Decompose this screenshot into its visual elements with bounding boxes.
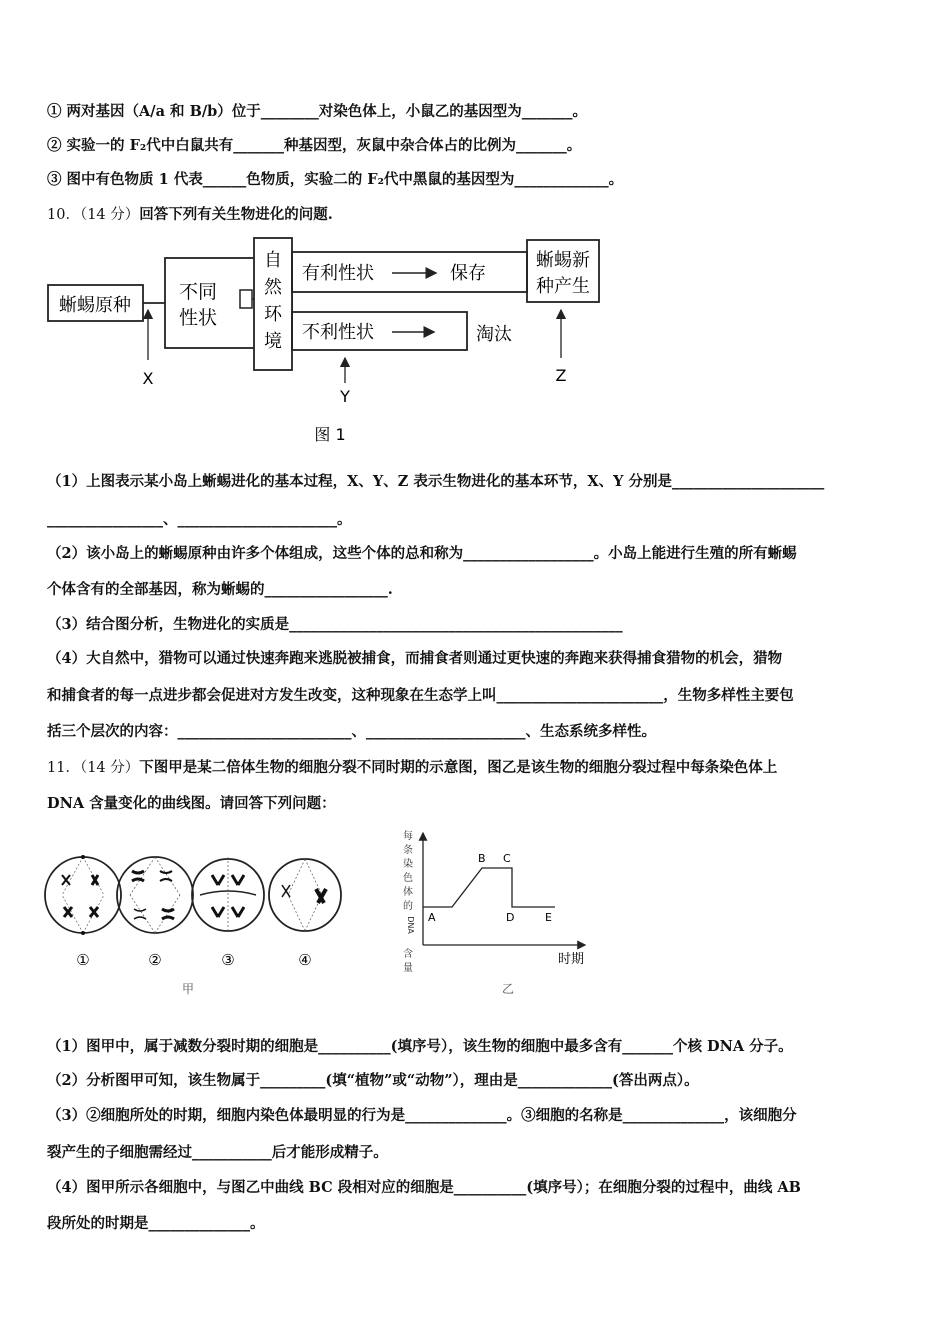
point-e: E xyxy=(545,911,552,924)
different-traits-label-2: 性状 xyxy=(178,307,218,329)
q10-part3: （3）结合图分析，生物进化的实质是______________________________________________ xyxy=(47,616,623,633)
q10-part2-b: 个体含有的全部基因，称为蜥蜴的_________________. xyxy=(47,581,393,598)
svg-text:含: 含 xyxy=(403,949,413,960)
point-a: A xyxy=(428,911,436,924)
svg-text:每: 每 xyxy=(403,831,413,842)
question-10-header xyxy=(47,205,333,225)
svg-text:条: 条 xyxy=(403,845,413,856)
cell-2-label: ② xyxy=(148,951,162,969)
question-10-text: 回答下列有关生物进化的问题. xyxy=(139,206,333,223)
point-b: B xyxy=(478,852,486,865)
point-d: D xyxy=(506,911,515,924)
figure-1-caption: 图 1 xyxy=(314,425,346,444)
line-3: ③ 图中有色物质 1 代表______色物质，实验二的 F₂代中黑鼠的基因型为_____________。 xyxy=(47,171,624,188)
q10-part1-a: （1）上图表示某小岛上蜥蜴进化的基本过程，X、Y、Z 表示生物进化的基本环节，X、Y 分别是_____________________ xyxy=(47,473,825,490)
line-2: ② 实验一的 F₂代中白鼠共有_______种基因型，灰鼠中杂合体占的比例为_______。 xyxy=(47,137,582,154)
q11-part2: （2）分析图甲可知，该生物属于_________(填“植物”或“动物”），理由是_____________(答出两点）。 xyxy=(47,1072,699,1089)
q10-part2-a: （2）该小岛上的蜥蜴原种由许多个体组成，这些个体的总和称为__________________。小岛上能进行生殖的所有蜥蜴 xyxy=(47,545,797,562)
unfavorable-traits-label: 不利性状 xyxy=(302,322,374,343)
q11-part4-a: （4）图甲所示各细胞中，与图乙中曲线 BC 段相对应的细胞是__________(填序号）；在细胞分裂的过程中，曲线 AB xyxy=(47,1179,801,1196)
q11-part3-a: （3）②细胞所处的时期，细胞内染色体最明显的行为是______________。③细胞的名称是______________，该细胞分 xyxy=(47,1107,797,1124)
q10-part4-a: （4）大自然中，猎物可以通过快速奔跑来逃脱被捕食，而捕食者则通过更快速的奔跑来获得捕食猎物的机会，猎物 xyxy=(47,650,783,667)
q10-part4-c: 括三个层次的内容：________________________、______________________、生态系统多样性。 xyxy=(47,723,656,740)
question-11-number: 11．（14 分） xyxy=(47,760,140,776)
label-x: X xyxy=(142,369,154,388)
y-axis-label xyxy=(403,829,415,974)
svg-text:的: 的 xyxy=(403,901,413,912)
figure-yi-dna-curve xyxy=(390,825,600,1000)
cell-3 xyxy=(192,857,264,933)
q11-part1: （1）图甲中，属于减数分裂时期的细胞是__________(填序号），该生物的细胞中最多含有_______个核 DNA 分子。 xyxy=(47,1038,793,1055)
svg-text:DNA: DNA xyxy=(406,916,415,934)
favorable-traits-label: 有利性状 xyxy=(302,263,374,284)
question-11-header xyxy=(47,758,777,778)
figure-jia-cell-division xyxy=(40,845,360,1000)
q10-part1-b: ________________、______________________。 xyxy=(47,511,352,528)
svg-text:染: 染 xyxy=(403,859,413,870)
question-10-number: 10．（14 分） xyxy=(47,207,140,223)
q11-part4-b: 段所处的时期是______________。 xyxy=(47,1215,265,1232)
svg-text:色: 色 xyxy=(403,873,413,884)
eliminate-label: 淘汰 xyxy=(476,324,512,345)
natural-environment-label-1: 自 xyxy=(264,250,282,271)
x-axis-label: 时期 xyxy=(558,952,585,967)
question-11-text-2: DNA 含量变化的曲线图。请回答下列问题： xyxy=(47,795,336,812)
question-11-text-1: 下图甲是某二倍体生物的细胞分裂不同时期的示意图，图乙是该生物的细胞分裂过程中每条染色体上 xyxy=(139,759,778,776)
new-species-label-1: 蜥蜴新 xyxy=(536,250,590,271)
q10-part4-b: 和捕食者的每一点进步都会促进对方发生改变，这种现象在生态学上叫_______________________，生物多样性主要包 xyxy=(47,687,794,704)
cell-1 xyxy=(45,855,121,935)
q11-part3-b: 裂产生的子细胞需经过___________后才能形成精子。 xyxy=(47,1144,388,1161)
point-c: C xyxy=(503,852,511,865)
preserve-label: 保存 xyxy=(450,263,486,284)
natural-environment-label-2: 然 xyxy=(264,277,282,298)
figure-yi-caption: 乙 xyxy=(502,982,515,996)
figure-jia-caption: 甲 xyxy=(181,982,195,996)
original-species-label: 蜥蜴原种 xyxy=(59,295,131,316)
natural-environment-label-4: 境 xyxy=(264,331,282,352)
label-y: Y xyxy=(340,387,350,406)
cell-2 xyxy=(117,857,193,933)
different-traits-label-1: 不同 xyxy=(178,281,218,303)
dna-curve xyxy=(423,868,555,907)
svg-text:体: 体 xyxy=(403,887,413,898)
cell-4-label: ④ xyxy=(298,951,312,969)
svg-text:量: 量 xyxy=(403,963,413,974)
cell-1-label: ① xyxy=(76,951,90,969)
line-1: ① 两对基因（A/a 和 B/b）位于________对染色体上，小鼠乙的基因型为_______。 xyxy=(47,103,588,120)
new-species-label-2: 种产生 xyxy=(536,276,590,297)
figure-1-evolution-diagram xyxy=(40,230,620,450)
natural-environment-label-3: 环 xyxy=(264,304,282,325)
cell-4 xyxy=(269,859,341,931)
cell-3-label: ③ xyxy=(221,951,235,969)
label-z: Z xyxy=(555,366,567,385)
